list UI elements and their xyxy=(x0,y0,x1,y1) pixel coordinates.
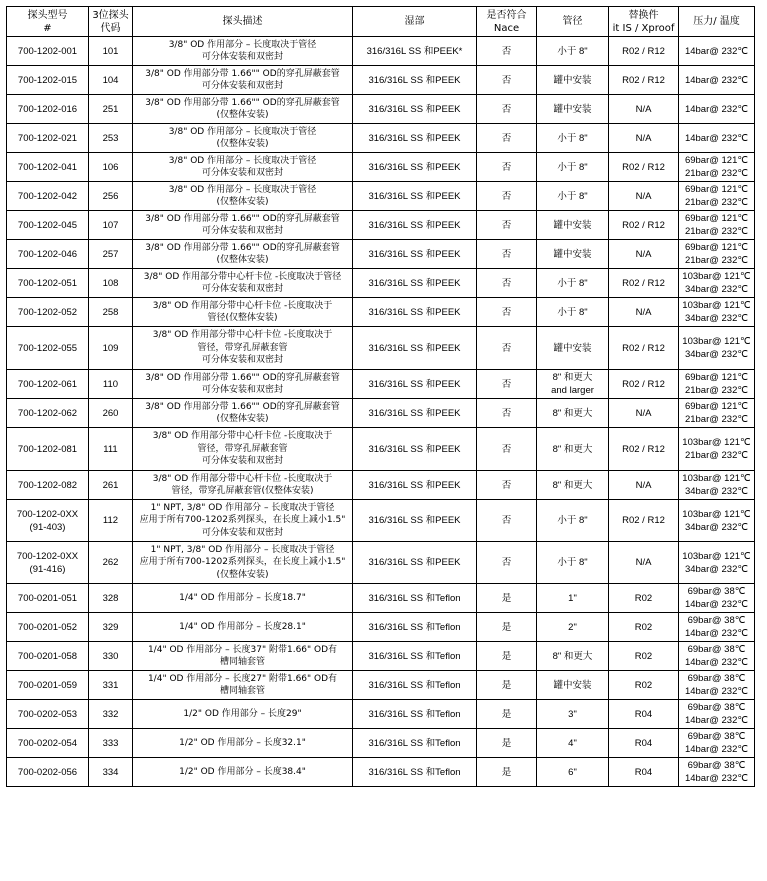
cell-model: 700-1202-042 xyxy=(7,182,89,211)
cell-replacement: N/A xyxy=(609,399,679,428)
cell-pipe: 8" 和更大 xyxy=(537,399,609,428)
cell-wetted: 316/316L SS 和PEEK xyxy=(353,269,477,298)
cell-pressure: 103bar@ 121℃ 21bar@ 232℃ xyxy=(679,428,755,471)
table-row xyxy=(7,153,755,182)
cell-nace: 否 xyxy=(477,428,537,471)
table-row xyxy=(7,182,755,211)
table-row xyxy=(7,700,755,729)
cell-description: 3/8" OD 作用部分 – 长度取决于管径 (仅整体安装) xyxy=(133,124,353,153)
cell-nace: 是 xyxy=(477,729,537,758)
cell-wetted: 316/316L SS 和PEEK xyxy=(353,327,477,370)
cell-replacement: N/A xyxy=(609,471,679,500)
cell-nace: 是 xyxy=(477,642,537,671)
cell-replacement: R02 xyxy=(609,613,679,642)
cell-pipe: 小于 8" xyxy=(537,542,609,584)
cell-code: 101 xyxy=(89,37,133,66)
cell-model: 700-1202-081 xyxy=(7,428,89,471)
cell-pipe: 罐中安装 xyxy=(537,240,609,269)
cell-nace: 否 xyxy=(477,542,537,584)
cell-pipe: 8" 和更大 and larger xyxy=(537,370,609,399)
cell-wetted: 316/316L SS 和PEEK* xyxy=(353,37,477,66)
header-description: 探头描述 xyxy=(133,7,353,37)
cell-pressure: 69bar@ 121℃ 21bar@ 232℃ xyxy=(679,399,755,428)
cell-wetted: 316/316L SS 和Teflon xyxy=(353,613,477,642)
cell-pipe: 罐中安装 xyxy=(537,327,609,370)
cell-wetted: 316/316L SS 和PEEK xyxy=(353,298,477,327)
cell-nace: 否 xyxy=(477,471,537,500)
cell-wetted: 316/316L SS 和PEEK xyxy=(353,211,477,240)
cell-model: 700-1202-015 xyxy=(7,66,89,95)
cell-model: 700-1202-016 xyxy=(7,95,89,124)
cell-nace: 否 xyxy=(477,399,537,428)
cell-pressure: 69bar@ 38℃ 14bar@ 232℃ xyxy=(679,584,755,613)
cell-wetted: 316/316L SS 和PEEK xyxy=(353,95,477,124)
cell-description: 3/8" OD 作用部分带 1.66"" OD的穿孔屏蔽套管 (仅整体安装) xyxy=(133,240,353,269)
cell-code: 329 xyxy=(89,613,133,642)
cell-code: 251 xyxy=(89,95,133,124)
cell-nace: 否 xyxy=(477,370,537,399)
header-row xyxy=(7,7,755,37)
cell-code: 112 xyxy=(89,500,133,542)
cell-replacement: R04 xyxy=(609,758,679,787)
cell-nace: 是 xyxy=(477,671,537,700)
cell-code: 107 xyxy=(89,211,133,240)
cell-description: 1/4" OD 作用部分 – 长度27" 附带1.66" OD有 槽同轴套管 xyxy=(133,671,353,700)
cell-model: 700-1202-021 xyxy=(7,124,89,153)
cell-code: 334 xyxy=(89,758,133,787)
cell-model: 700-1202-061 xyxy=(7,370,89,399)
table-row xyxy=(7,211,755,240)
table-row xyxy=(7,298,755,327)
table-row xyxy=(7,95,755,124)
table-row xyxy=(7,66,755,95)
cell-nace: 是 xyxy=(477,700,537,729)
cell-pressure: 69bar@ 121℃ 21bar@ 232℃ xyxy=(679,240,755,269)
cell-nace: 是 xyxy=(477,613,537,642)
cell-pipe: 3" xyxy=(537,700,609,729)
cell-replacement: R02 / R12 xyxy=(609,428,679,471)
cell-replacement: R02 xyxy=(609,671,679,700)
cell-model: 700-0202-053 xyxy=(7,700,89,729)
cell-model: 700-0201-059 xyxy=(7,671,89,700)
header-code: 3位探头 代码 xyxy=(89,7,133,37)
header-wetted: 湿部 xyxy=(353,7,477,37)
cell-wetted: 316/316L SS 和Teflon xyxy=(353,671,477,700)
cell-wetted: 316/316L SS 和PEEK xyxy=(353,153,477,182)
cell-pressure: 103bar@ 121℃ 34bar@ 232℃ xyxy=(679,269,755,298)
cell-nace: 否 xyxy=(477,66,537,95)
cell-description: 1/2" OD 作用部分 – 长度38.4" xyxy=(133,758,353,787)
cell-replacement: N/A xyxy=(609,298,679,327)
cell-pipe: 8" 和更大 xyxy=(537,471,609,500)
cell-pipe: 6" xyxy=(537,758,609,787)
cell-wetted: 316/316L SS 和PEEK xyxy=(353,240,477,269)
cell-pipe: 罐中安装 xyxy=(537,211,609,240)
cell-replacement: R02 / R12 xyxy=(609,153,679,182)
cell-description: 3/8" OD 作用部分带中心杆卡位 -长度取决于 管径，带穿孔屏蔽套管 可分体安装和双密封 xyxy=(133,428,353,471)
cell-description: 1/2" OD 作用部分 – 长度29" xyxy=(133,700,353,729)
cell-wetted: 316/316L SS 和Teflon xyxy=(353,642,477,671)
cell-description: 1/4" OD 作用部分 – 长度28.1" xyxy=(133,613,353,642)
cell-replacement: R02 xyxy=(609,584,679,613)
cell-pipe: 小于 8" xyxy=(537,500,609,542)
cell-replacement: N/A xyxy=(609,240,679,269)
cell-code: 262 xyxy=(89,542,133,584)
cell-replacement: R04 xyxy=(609,729,679,758)
cell-model: 700-1202-082 xyxy=(7,471,89,500)
cell-pipe: 8" 和更大 xyxy=(537,642,609,671)
cell-pipe: 罐中安装 xyxy=(537,671,609,700)
cell-replacement: R02 / R12 xyxy=(609,269,679,298)
cell-code: 257 xyxy=(89,240,133,269)
cell-model: 700-1202-055 xyxy=(7,327,89,370)
cell-replacement: R02 xyxy=(609,642,679,671)
cell-nace: 否 xyxy=(477,211,537,240)
cell-description: 3/8" OD 作用部分带 1.66"" OD的穿孔屏蔽套管 可分体安装和双密封 xyxy=(133,370,353,399)
cell-pressure: 103bar@ 121℃ 34bar@ 232℃ xyxy=(679,298,755,327)
cell-description: 3/8" OD 作用部分带中心杆卡位 -长度取决于管径 可分体安装和双密封 xyxy=(133,269,353,298)
cell-code: 110 xyxy=(89,370,133,399)
cell-pressure: 69bar@ 38℃ 14bar@ 232℃ xyxy=(679,613,755,642)
cell-wetted: 316/316L SS 和Teflon xyxy=(353,758,477,787)
cell-nace: 否 xyxy=(477,124,537,153)
cell-replacement: R04 xyxy=(609,700,679,729)
cell-model: 700-1202-051 xyxy=(7,269,89,298)
cell-nace: 是 xyxy=(477,758,537,787)
probe-spec-table xyxy=(6,6,755,787)
cell-model: 700-0201-058 xyxy=(7,642,89,671)
table-row xyxy=(7,399,755,428)
cell-pressure: 14bar@ 232℃ xyxy=(679,95,755,124)
cell-pipe: 1" xyxy=(537,584,609,613)
cell-pressure: 69bar@ 38℃ 14bar@ 232℃ xyxy=(679,700,755,729)
cell-description: 1" NPT, 3/8" OD 作用部分 – 长度取决于管径 应用于所有700-1202系列探头，在长度上减小1.5" 可分体安装和双密封 xyxy=(133,500,353,542)
cell-wetted: 316/316L SS 和PEEK xyxy=(353,471,477,500)
cell-replacement: R02 / R12 xyxy=(609,500,679,542)
cell-pressure: 69bar@ 121℃ 21bar@ 232℃ xyxy=(679,370,755,399)
cell-description: 1/4" OD 作用部分 – 长度37" 附带1.66" OD有 槽同轴套管 xyxy=(133,642,353,671)
table-row xyxy=(7,471,755,500)
cell-description: 3/8" OD 作用部分带 1.66"" OD的穿孔屏蔽套管 可分体安装和双密封 xyxy=(133,66,353,95)
cell-code: 333 xyxy=(89,729,133,758)
cell-nace: 否 xyxy=(477,37,537,66)
cell-pressure: 14bar@ 232℃ xyxy=(679,37,755,66)
cell-pipe: 小于 8" xyxy=(537,153,609,182)
table-row xyxy=(7,124,755,153)
cell-model: 700-1202-046 xyxy=(7,240,89,269)
cell-code: 261 xyxy=(89,471,133,500)
header-model: 探头型号 # xyxy=(7,7,89,37)
cell-description: 3/8" OD 作用部分带中心杆卡位 -长度取决于 管径，带穿孔屏蔽套管(仅整体安装) xyxy=(133,471,353,500)
table-row xyxy=(7,729,755,758)
cell-wetted: 316/316L SS 和Teflon xyxy=(353,700,477,729)
table-row xyxy=(7,613,755,642)
cell-model: 700-1202-052 xyxy=(7,298,89,327)
cell-pressure: 103bar@ 121℃ 34bar@ 232℃ xyxy=(679,327,755,370)
cell-pressure: 69bar@ 38℃ 14bar@ 232℃ xyxy=(679,729,755,758)
cell-pipe: 2" xyxy=(537,613,609,642)
cell-description: 3/8" OD 作用部分 – 长度取决于管径 可分体安装和双密封 xyxy=(133,153,353,182)
cell-replacement: R02 / R12 xyxy=(609,211,679,240)
cell-code: 328 xyxy=(89,584,133,613)
cell-description: 3/8" OD 作用部分 – 长度取决于管径 可分体安装和双密封 xyxy=(133,37,353,66)
cell-model: 700-1202-0XX (91-416) xyxy=(7,542,89,584)
cell-replacement: N/A xyxy=(609,182,679,211)
table-row xyxy=(7,542,755,584)
table-row xyxy=(7,758,755,787)
cell-nace: 否 xyxy=(477,153,537,182)
cell-code: 260 xyxy=(89,399,133,428)
cell-nace: 是 xyxy=(477,584,537,613)
header-pressure: 压力/ 温度 xyxy=(679,7,755,37)
cell-model: 700-1202-045 xyxy=(7,211,89,240)
cell-replacement: R02 / R12 xyxy=(609,327,679,370)
cell-replacement: R02 / R12 xyxy=(609,37,679,66)
cell-nace: 否 xyxy=(477,298,537,327)
cell-pressure: 69bar@ 38℃ 14bar@ 232℃ xyxy=(679,758,755,787)
table-row xyxy=(7,584,755,613)
cell-pressure: 69bar@ 38℃ 14bar@ 232℃ xyxy=(679,642,755,671)
cell-pressure: 69bar@ 121℃ 21bar@ 232℃ xyxy=(679,153,755,182)
cell-description: 1/4" OD 作用部分 – 长度18.7" xyxy=(133,584,353,613)
table-row xyxy=(7,269,755,298)
cell-description: 1" NPT, 3/8" OD 作用部分 – 长度取决于管径 应用于所有700-1202系列探头，在长度上减小1.5" (仅整体安装) xyxy=(133,542,353,584)
cell-wetted: 316/316L SS 和PEEK xyxy=(353,66,477,95)
cell-description: 1/2" OD 作用部分 – 长度32.1" xyxy=(133,729,353,758)
cell-model: 700-1202-062 xyxy=(7,399,89,428)
cell-description: 3/8" OD 作用部分带 1.66"" OD的穿孔屏蔽套管 可分体安装和双密封 xyxy=(133,211,353,240)
cell-description: 3/8" OD 作用部分带中心杆卡位 -长度取决于 管径，带穿孔屏蔽套管 可分体安装和双密封 xyxy=(133,327,353,370)
cell-nace: 否 xyxy=(477,182,537,211)
cell-code: 104 xyxy=(89,66,133,95)
cell-code: 106 xyxy=(89,153,133,182)
cell-wetted: 316/316L SS 和PEEK xyxy=(353,399,477,428)
cell-wetted: 316/316L SS 和PEEK xyxy=(353,370,477,399)
cell-replacement: N/A xyxy=(609,124,679,153)
cell-description: 3/8" OD 作用部分 – 长度取决于管径 (仅整体安装) xyxy=(133,182,353,211)
cell-model: 700-1202-041 xyxy=(7,153,89,182)
cell-pipe: 小于 8" xyxy=(537,269,609,298)
header-pipe: 管径 xyxy=(537,7,609,37)
cell-code: 331 xyxy=(89,671,133,700)
cell-model: 700-0202-054 xyxy=(7,729,89,758)
cell-code: 111 xyxy=(89,428,133,471)
cell-code: 332 xyxy=(89,700,133,729)
cell-wetted: 316/316L SS 和Teflon xyxy=(353,584,477,613)
table-row xyxy=(7,240,755,269)
table-row xyxy=(7,370,755,399)
cell-pressure: 103bar@ 121℃ 34bar@ 232℃ xyxy=(679,471,755,500)
cell-code: 258 xyxy=(89,298,133,327)
cell-nace: 否 xyxy=(477,240,537,269)
cell-code: 253 xyxy=(89,124,133,153)
cell-model: 700-0202-056 xyxy=(7,758,89,787)
cell-description: 3/8" OD 作用部分带 1.66"" OD的穿孔屏蔽套管 (仅整体安装) xyxy=(133,95,353,124)
table-row xyxy=(7,642,755,671)
cell-replacement: R02 / R12 xyxy=(609,370,679,399)
cell-pressure: 103bar@ 121℃ 34bar@ 232℃ xyxy=(679,542,755,584)
cell-pressure: 103bar@ 121℃ 34bar@ 232℃ xyxy=(679,500,755,542)
cell-replacement: R02 / R12 xyxy=(609,66,679,95)
cell-nace: 否 xyxy=(477,95,537,124)
cell-pressure: 69bar@ 38℃ 14bar@ 232℃ xyxy=(679,671,755,700)
cell-nace: 否 xyxy=(477,327,537,370)
table-row xyxy=(7,327,755,370)
cell-nace: 否 xyxy=(477,269,537,298)
table-body xyxy=(7,37,755,787)
cell-description: 3/8" OD 作用部分带中心杆卡位 -长度取决于 管径(仅整体安装) xyxy=(133,298,353,327)
header-nace: 是否符合 Nace xyxy=(477,7,537,37)
cell-model: 700-1202-001 xyxy=(7,37,89,66)
cell-pipe: 小于 8" xyxy=(537,124,609,153)
cell-code: 256 xyxy=(89,182,133,211)
cell-nace: 否 xyxy=(477,500,537,542)
cell-pipe: 4" xyxy=(537,729,609,758)
probe-spec-table-wrapper xyxy=(6,6,755,787)
cell-code: 330 xyxy=(89,642,133,671)
cell-pressure: 14bar@ 232℃ xyxy=(679,66,755,95)
cell-description: 3/8" OD 作用部分带 1.66"" OD的穿孔屏蔽套管 (仅整体安装) xyxy=(133,399,353,428)
cell-pipe: 罐中安装 xyxy=(537,66,609,95)
table-row xyxy=(7,500,755,542)
cell-code: 108 xyxy=(89,269,133,298)
cell-pressure: 69bar@ 121℃ 21bar@ 232℃ xyxy=(679,211,755,240)
cell-pipe: 小于 8" xyxy=(537,298,609,327)
table-row xyxy=(7,428,755,471)
header-replacement: 替换件 it IS / Xproof xyxy=(609,7,679,37)
table-row xyxy=(7,37,755,66)
cell-wetted: 316/316L SS 和PEEK xyxy=(353,124,477,153)
cell-pressure: 14bar@ 232℃ xyxy=(679,124,755,153)
cell-replacement: N/A xyxy=(609,95,679,124)
cell-pipe: 小于 8" xyxy=(537,182,609,211)
cell-pipe: 小于 8" xyxy=(537,37,609,66)
cell-model: 700-1202-0XX (91-403) xyxy=(7,500,89,542)
cell-wetted: 316/316L SS 和PEEK xyxy=(353,500,477,542)
cell-model: 700-0201-051 xyxy=(7,584,89,613)
cell-model: 700-0201-052 xyxy=(7,613,89,642)
cell-code: 109 xyxy=(89,327,133,370)
table-row xyxy=(7,671,755,700)
cell-pipe: 8" 和更大 xyxy=(537,428,609,471)
cell-wetted: 316/316L SS 和Teflon xyxy=(353,729,477,758)
cell-wetted: 316/316L SS 和PEEK xyxy=(353,542,477,584)
cell-replacement: N/A xyxy=(609,542,679,584)
cell-wetted: 316/316L SS 和PEEK xyxy=(353,182,477,211)
cell-pipe: 罐中安装 xyxy=(537,95,609,124)
cell-wetted: 316/316L SS 和PEEK xyxy=(353,428,477,471)
cell-pressure: 69bar@ 121℃ 21bar@ 232℃ xyxy=(679,182,755,211)
